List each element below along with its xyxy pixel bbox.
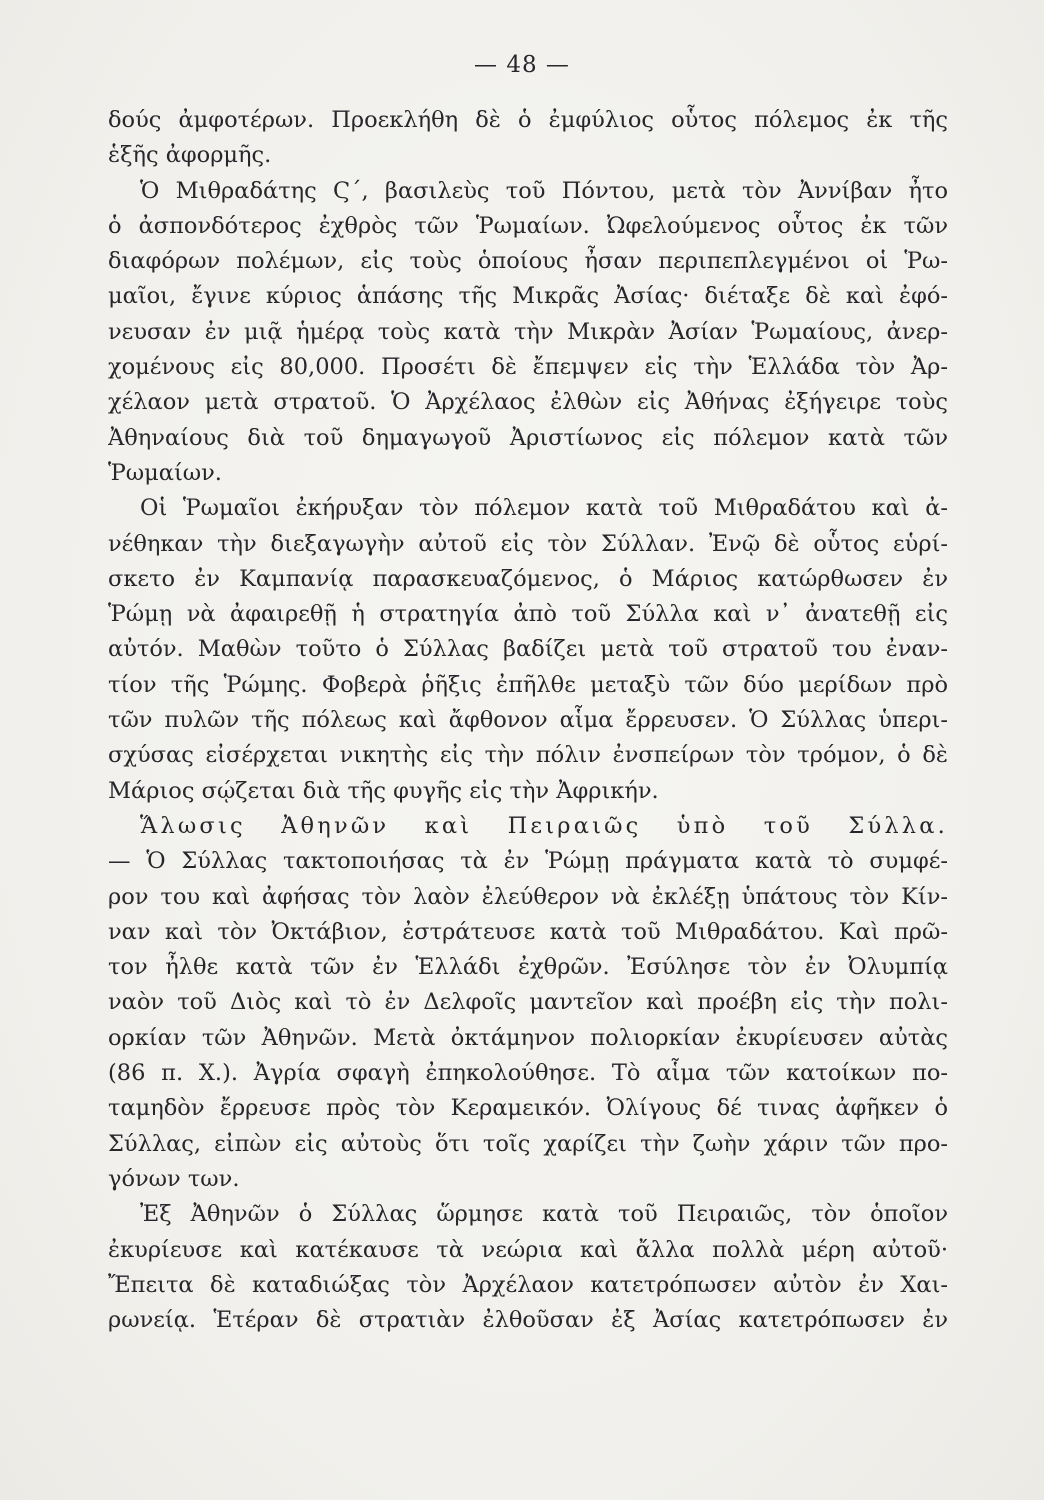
section-heading-line: Ἅλωσις Ἀθηνῶν καὶ Πειραιῶς ὑπὸ τοῦ Σύλλα. — [140, 812, 948, 839]
text-line: Μάριος σῴζεται διὰ τῆς φυγῆς εἰς τὴν Ἀφρικήν. — [108, 777, 659, 804]
text-line: Ὁ Μιθραδάτης Ϛ΄, βασιλεὺς τοῦ Πόντου, μετὰ τὸν Ἀννίβαν ἦτο — [140, 177, 948, 204]
text-line: Σύλλας, εἰπὼν εἰς αὐτοὺς ὅτι τοῖς χαρίζει τὴν ζωὴν χάριν τῶν προ- — [108, 1130, 948, 1157]
text-line: ρον του καὶ ἀφήσας τὸν λαὸν ἐλεύθερον νὰ ἐκλέξῃ ὑπάτους τὸν Κίν- — [108, 883, 948, 910]
text-line: Ἀθηναίους διὰ τοῦ δημαγωγοῦ Ἀριστίωνος εἰς πόλεμον κατὰ τῶν — [108, 424, 948, 451]
text-line: ὁ ἀσπονδότερος ἐχθρὸς τῶν Ῥωμαίων. Ὠφελούμενος οὗτος ἐκ τῶν — [108, 212, 948, 239]
text-line: νευσαν ἐν μιᾷ ἡμέρᾳ τοὺς κατὰ τὴν Μικρὰν Ἀσίαν Ῥωμαίους, ἀνερ- — [108, 318, 948, 345]
text-line: Ἔπειτα δὲ καταδιώξας τὸν Ἀρχέλαον κατετρόπωσεν αὐτὸν ἐν Χαι- — [108, 1271, 948, 1298]
text-line: γόνων των. — [108, 1165, 240, 1192]
text-line: ορκίαν τῶν Ἀθηνῶν. Μετὰ ὀκτάμηνον πολιορκίαν ἐκυρίευσεν αὐτὰς — [108, 1024, 948, 1051]
text-line: τον ἦλθε κατὰ τῶν ἐν Ἑλλάδι ἐχθρῶν. Ἐσύλησε τὸν ἐν Ὀλυμπίᾳ — [108, 954, 948, 981]
text-line: χέλαον μετὰ στρατοῦ. Ὁ Ἀρχέλαος ἐλθὼν εἰς Ἀθήνας ἐξήγειρε τοὺς — [108, 389, 948, 416]
text-line: — Ὁ Σύλλας τακτοποιήσας τὰ ἐν Ῥώμῃ πράγματα κατὰ τὸ συμφέ- — [108, 848, 948, 875]
text-line: Ἐξ Ἀθηνῶν ὁ Σύλλας ὥρμησε κατὰ τοῦ Πειραιῶς, τὸν ὁποῖον — [140, 1201, 948, 1228]
text-line: χομένους εἰς 80,000. Προσέτι δὲ ἔπεμψεν εἰς τὴν Ἑλλάδα τὸν Ἀρ- — [108, 354, 948, 381]
text-line: νέθηκαν τὴν διεξαγωγὴν αὐτοῦ εἰς τὸν Σύλλαν. Ἐνῷ δὲ οὗτος εὑρί- — [108, 530, 948, 557]
text-line: αὐτόν. Μαθὼν τοῦτο ὁ Σύλλας βαδίζει μετὰ τοῦ στρατοῦ του ἐναν- — [108, 636, 948, 663]
text-line: τῶν πυλῶν τῆς πόλεως καὶ ἄφθονον αἷμα ἔρρευσεν. Ὁ Σύλλας ὑπερι- — [108, 707, 948, 734]
page-number: — 48 — — [474, 52, 570, 78]
text-line: ναὸν τοῦ Διὸς καὶ τὸ ἐν Δελφοῖς μαντεῖον καὶ προέβη εἰς τὴν πολι- — [108, 989, 948, 1016]
text-line: διαφόρων πολέμων, εἰς τοὺς ὁποίους ἦσαν περιπεπλεγμένοι οἱ Ῥω- — [108, 248, 948, 275]
text-line: Οἱ Ῥωμαῖοι ἐκήρυξαν τὸν πόλεμον κατὰ τοῦ Μιθραδάτου καὶ ἀ- — [140, 495, 948, 522]
text-line: σκετο ἐν Καμπανίᾳ παρασκευαζόμενος, ὁ Μάριος κατώρθωσεν ἐν — [108, 565, 948, 592]
text-line: ἐκυρίευσε καὶ κατέκαυσε τὰ νεώρια καὶ ἄλλα πολλὰ μέρη αὐτοῦ· — [108, 1236, 948, 1263]
text-line: ρωνείᾳ. Ἑτέραν δὲ στρατιὰν ἐλθοῦσαν ἐξ Ἀσίας κατετρόπωσεν ἐν — [108, 1307, 948, 1334]
text-line: ἑξῆς ἀφορμῆς. — [108, 142, 272, 169]
text-line: δούς ἀμφοτέρων. Προεκλήθη δὲ ὁ ἐμφύλιος οὗτος πόλεμος ἐκ τῆς — [108, 107, 948, 133]
text-line: μαῖοι, ἔγινε κύριος ἁπάσης τῆς Μικρᾶς Ἀσίας· διέταξε δὲ καὶ ἐφό- — [108, 283, 948, 310]
text-line: ναν καὶ τὸν Ὀκτάβιον, ἐστράτευσε κατὰ τοῦ Μιθραδάτου. Καὶ πρῶ- — [108, 918, 948, 945]
text-line: τίον τῆς Ῥώμης. Φοβερὰ ῥῆξις ἐπῆλθε μεταξὺ τῶν δύο μερίδων πρὸ — [108, 671, 948, 698]
text-line: Ῥωμαίων. — [108, 459, 222, 486]
text-line: Ῥώμῃ νὰ ἀφαιρεθῇ ἡ στρατηγία ἀπὸ τοῦ Σύλλα καὶ ν᾽ ἀνατεθῇ εἰς — [108, 601, 948, 628]
text-line: σχύσας εἰσέρχεται νικητὴς εἰς τὴν πόλιν ἐνσπείρων τὸν τρόμον, ὁ δὲ — [108, 742, 948, 769]
body-text — [108, 103, 948, 1338]
text-line: (86 π. Χ.). Ἀγρία σφαγὴ ἐπηκολούθησε. Τὸ αἷμα τῶν κατοίκων πο- — [108, 1060, 948, 1087]
text-line: ταμηδὸν ἔρρευσε πρὸς τὸν Κεραμεικόν. Ὀλίγους δέ τινας ἀφῆκεν ὁ — [108, 1095, 948, 1122]
